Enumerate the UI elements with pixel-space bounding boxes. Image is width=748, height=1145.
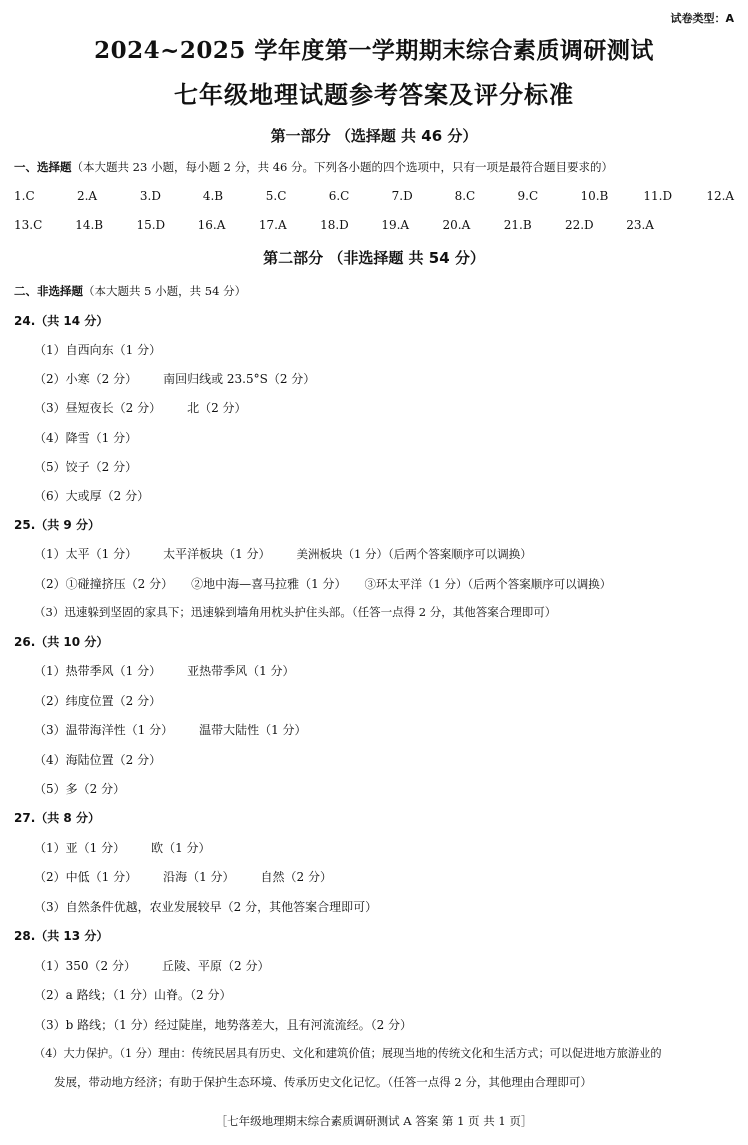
part2-section-header [14,283,738,299]
part2-heading: 第二部分 （非选择题 共 54 分） [263,249,485,267]
choice-answer: 2.A [76,189,98,203]
answer-text: （1）亚（1 分） [34,841,126,855]
answer-text: （2）中低（1 分） [34,870,138,884]
answer-text: 欧（1 分） [151,841,211,855]
q28-answer-2 [34,986,738,1003]
choice-answers-row-1 [14,189,734,203]
choice-answer: 4.B [202,189,224,203]
answer-text: （4）海陆位置（2 分） [34,753,162,767]
answer-text: （2）小寒（2 分） [34,372,138,386]
q27-answer-1 [34,839,738,856]
answer-text: 自然（2 分） [260,870,332,884]
q25-answer-2 [34,575,738,592]
answer-text: （5）多（2 分） [34,782,126,796]
choice-answer: 14.B [75,218,104,232]
answer-text: （1）自西向东（1 分） [34,343,162,357]
q24-answer-1 [34,341,738,358]
answer-text: （4）降雪（1 分） [34,431,138,445]
choice-answer: 19.A [381,218,410,232]
q28-answer-4-cont [54,1074,738,1090]
answer-text: （1）350（2 分） [34,959,136,973]
choice-answer: 10.B [580,189,609,203]
page-footer: ［七年级地理期末综合素质调研测试 A 答案 第 1 页 共 1 页］ [215,1114,533,1128]
paper-type-label: 试卷类型：A [670,12,734,25]
answer-text: （2）a 路线；（1 分）山脊。（2 分） [34,988,232,1002]
choice-answer: 16.A [197,218,226,232]
q24-answer-3 [34,399,738,416]
question-27-title: 27.（共 8 分） [14,811,100,825]
answer-text: （4）大力保护。（1 分）理由：传统民居具有历史、文化和建筑价值；展现当地的传统文化和生活方式；可以促进地方旅游业的 [34,1047,662,1060]
answer-text: （1）太平（1 分） [34,547,138,561]
choice-answer: 23.A [626,218,654,232]
q27-answer-2 [34,868,738,885]
q24-answer-6 [34,487,738,504]
choice-answer: 7.D [391,189,413,203]
choice-answers-row-2 [14,218,654,232]
q26-answer-2 [34,692,738,709]
choice-answer: 13.C [14,218,43,232]
choice-answer: 9.C [517,189,539,203]
q28-answer-4 [34,1045,738,1061]
q25-answer-1 [34,545,738,562]
question-24-title: 24.（共 14 分） [14,314,109,328]
choice-answer: 11.D [643,189,673,203]
q25-answer-3 [34,604,738,620]
answer-key-title: 七年级地理试题参考答案及评分标准 [174,81,574,109]
choice-answer: 1.C [14,189,35,203]
q24-answer-5 [34,458,738,475]
part2-section-desc: （本大题共 5 小题，共 54 分） [83,284,247,298]
choice-answer: 17.A [258,218,287,232]
answer-text: （3）迅速躲到坚固的家具下；迅速躲到墙角用枕头护住头部。（任答一点得 2 分，其他答案合理即可） [34,605,557,619]
q27-answer-3 [34,898,738,915]
choice-answer: 22.D [564,218,594,232]
part1-section-label: 一、选择题 [14,160,72,174]
q24-answer-4 [34,429,738,446]
answer-text: 发展，带动地方经济；有助于保护生态环境、传承历史文化记忆。（任答一点得 2 分，其他理由合理即可） [54,1075,592,1089]
choice-answer: 18.D [320,218,349,232]
q28-answer-3 [34,1016,738,1033]
q24-answer-2 [34,370,738,387]
q26-answer-3 [34,721,738,738]
q26-answer-4 [34,751,738,768]
answer-text: （6）大或厚（2 分） [34,489,150,503]
q26-answer-5 [34,780,738,797]
answer-text: （3）昼短夜长（2 分） [34,401,162,415]
choice-answer: 6.C [328,189,350,203]
question-25-title: 25.（共 9 分） [14,518,100,532]
answer-text: 美洲板块（1 分）（后两个答案顺序可以调换） [296,547,532,561]
answer-text: 沿海（1 分） [163,870,235,884]
answer-text: 丘陵、平原（2 分） [162,959,270,973]
question-28-title: 28.（共 13 分） [14,929,109,943]
part1-section-desc: （本大题共 23 小题，每小题 2 分，共 46 分。下列各小题的四个选项中，只有一项是最符合题目要求的） [71,160,614,174]
answer-text: （3）自然条件优越，农业发展较早（2 分，其他答案合理即可） [34,900,378,914]
answer-text: 北（2 分） [187,401,247,415]
answer-text: 温带大陆性（1 分） [199,723,307,737]
choice-answer: 20.A [442,218,471,232]
answer-text: （1）热带季风（1 分） [34,664,162,678]
part2-section-label: 二、非选择题 [14,284,83,298]
part1-section-header [14,159,738,175]
choice-answer: 15.D [136,218,166,232]
answer-text: ③环太平洋（1 分）（后两个答案顺序可以调换） [364,577,612,591]
answer-text: （3）温带海洋性（1 分） [34,723,174,737]
choice-answer: 8.C [454,189,476,203]
answer-text: （5）饺子（2 分） [34,460,138,474]
question-26-title: 26.（共 10 分） [14,635,109,649]
choice-answer: 5.C [265,189,287,203]
answer-text: （3）b 路线；（1 分）经过陡崖，地势落差大，且有河流流经。（2 分） [34,1018,413,1032]
answer-text: ②地中海—喜马拉雅（1 分） [191,577,347,591]
answer-text: （2）①碰撞挤压（2 分） [34,577,174,591]
q26-answer-1 [34,662,738,679]
choice-answer: 21.B [503,218,532,232]
answer-text: 亚热带季风（1 分） [187,664,295,678]
q28-answer-1 [34,957,738,974]
choice-answer: 12.A [706,189,735,203]
choice-answer: 3.D [139,189,161,203]
answer-text: 南回归线或 23.5°S（2 分） [163,372,316,386]
answer-text: 太平洋板块（1 分） [163,547,271,561]
answer-text: （2）纬度位置（2 分） [34,694,162,708]
exam-title: 2024~2025 学年度第一学期期末综合素质调研测试 [94,37,654,64]
part1-heading: 第一部分 （选择题 共 46 分） [270,127,478,145]
